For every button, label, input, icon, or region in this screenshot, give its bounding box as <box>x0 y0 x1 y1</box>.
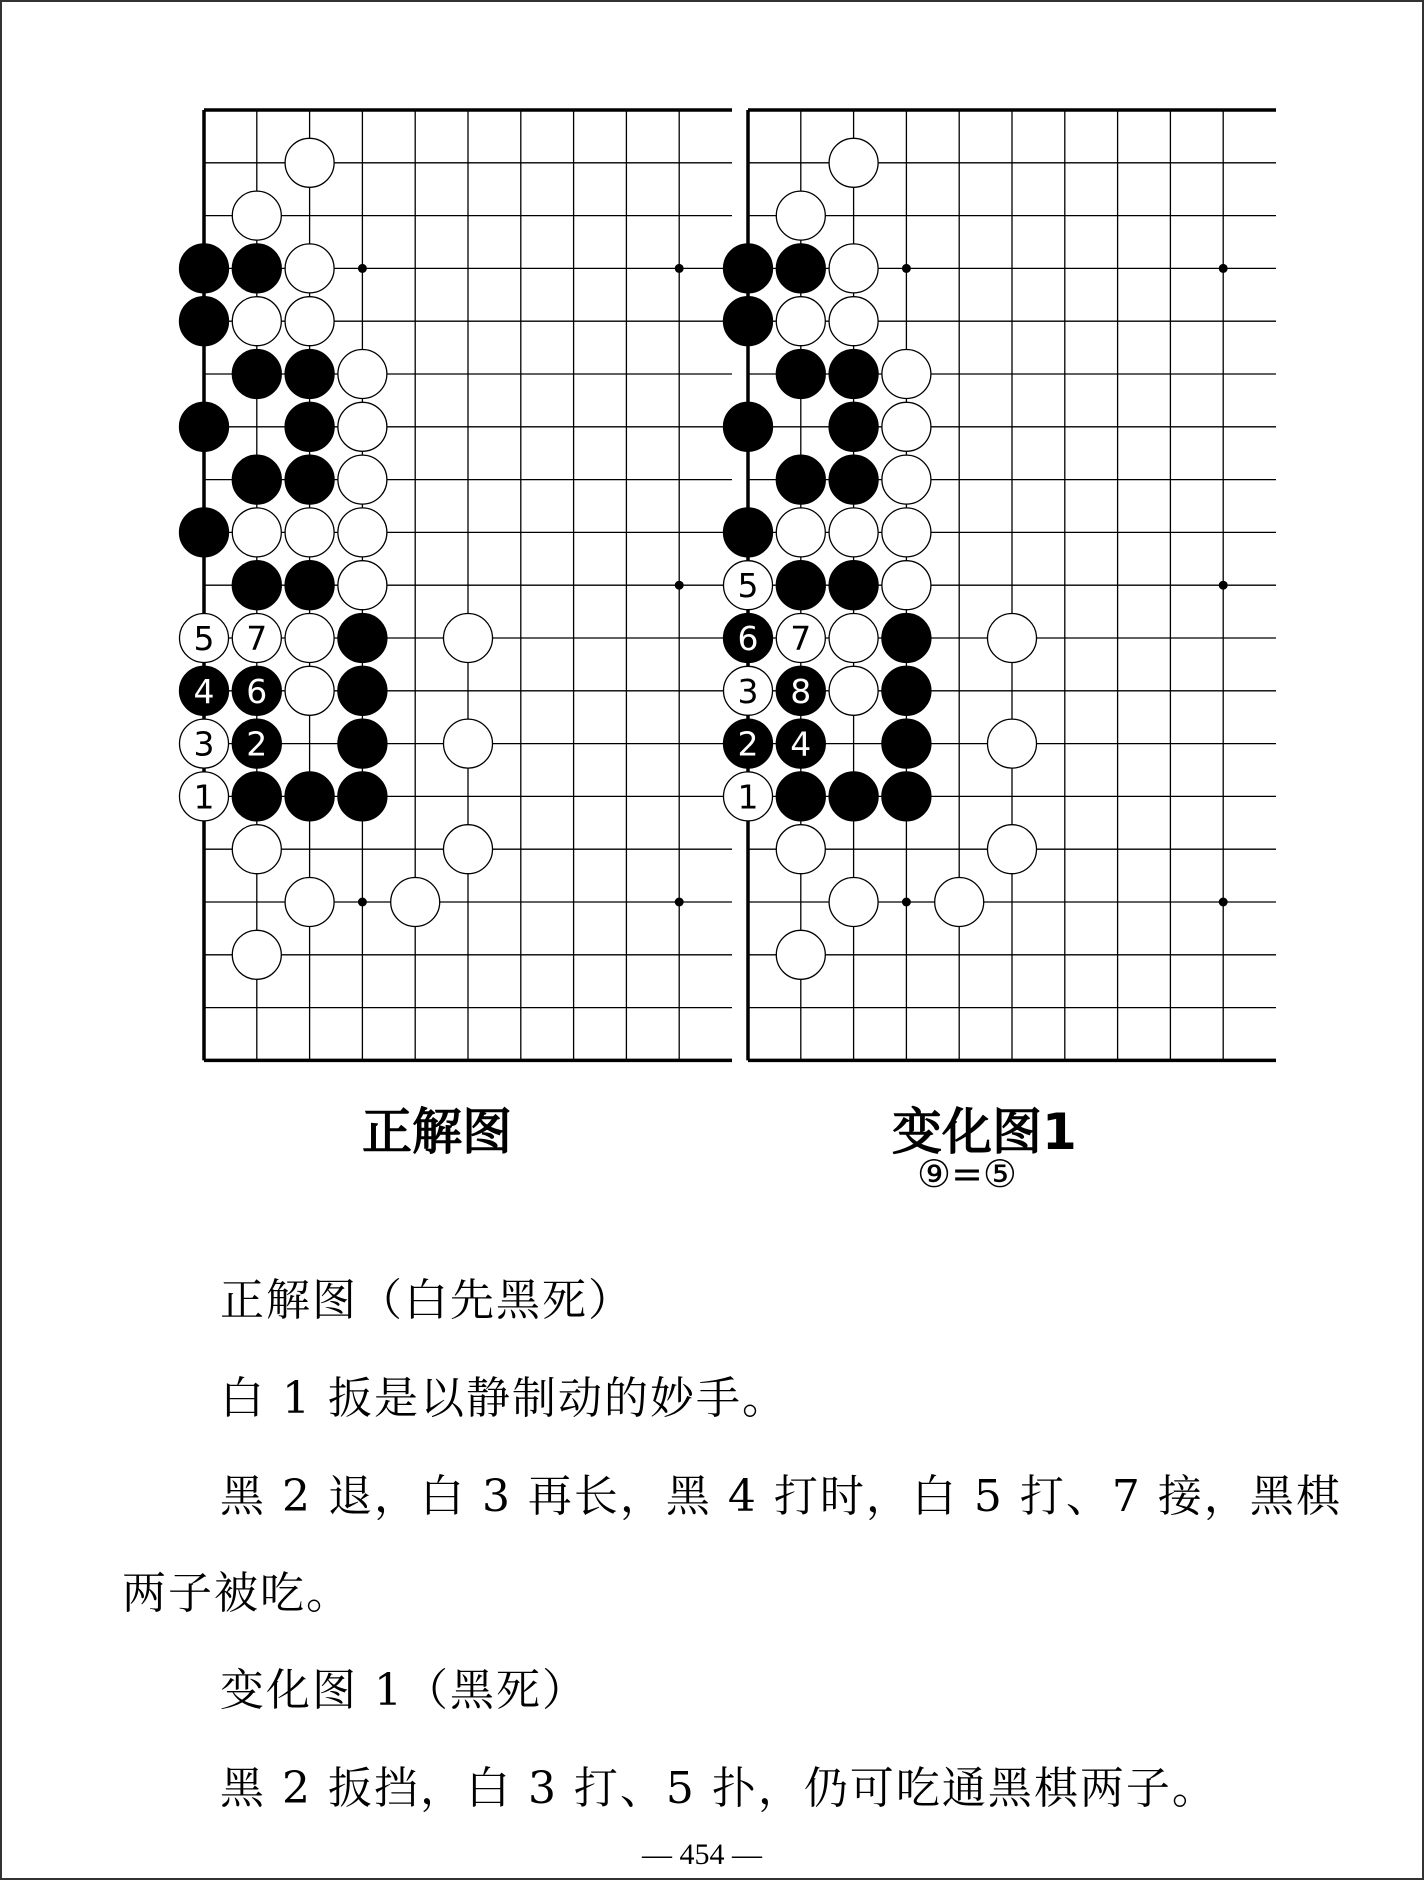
white-stone <box>232 191 281 240</box>
star-point <box>358 898 367 907</box>
white-stone <box>935 878 984 927</box>
diagram-caption-solution: 正解图 <box>362 1103 512 1161</box>
black-stone <box>882 719 931 768</box>
black-stone <box>829 350 878 399</box>
black-stone <box>724 297 773 346</box>
black-stone <box>285 402 334 451</box>
white-stone <box>391 878 440 927</box>
move-number: 2 <box>246 724 268 764</box>
black-stone <box>776 455 825 504</box>
paragraph-variation-sequence: 黑 2 扳挡，白 3 打、5 扑，仍可吃通黑棋两子。 <box>220 1763 1218 1814</box>
black-stone <box>829 455 878 504</box>
white-stone <box>232 825 281 874</box>
move-number: 5 <box>193 619 215 658</box>
black-stone <box>180 297 229 346</box>
black-stone <box>285 350 334 399</box>
black-stone <box>724 402 773 451</box>
white-stone <box>444 825 493 874</box>
white-stone <box>988 719 1037 768</box>
white-stone <box>882 402 931 451</box>
white-stone <box>776 930 825 979</box>
paragraph-variation-heading: 变化图 1（黑死） <box>220 1665 588 1716</box>
white-stone <box>882 350 931 399</box>
star-point <box>675 898 684 907</box>
black-stone <box>338 614 387 663</box>
paragraph-solution-sequence: 黑 2 退，白 3 再长，黑 4 打时，白 5 打、7 接，黑棋 <box>220 1471 1342 1522</box>
black-stone <box>338 719 387 768</box>
move-number: 8 <box>790 671 812 711</box>
white-stone <box>829 138 878 187</box>
white-stone <box>444 719 493 768</box>
black-stone <box>285 455 334 504</box>
black-stone <box>882 666 931 715</box>
white-stone <box>338 350 387 399</box>
white-stone <box>882 561 931 610</box>
white-stone <box>285 297 334 346</box>
paragraph-solution-sequence-cont: 两子被吃。 <box>122 1568 352 1619</box>
diagram-variation-note: ⑨=⑤ <box>917 1152 1017 1196</box>
white-stone <box>882 455 931 504</box>
black-stone <box>285 772 334 821</box>
white-stone <box>338 508 387 557</box>
white-stone <box>285 508 334 557</box>
star-point <box>1219 898 1228 907</box>
black-stone <box>776 561 825 610</box>
black-stone <box>180 402 229 451</box>
white-stone <box>338 402 387 451</box>
black-stone <box>180 508 229 557</box>
move-number: 6 <box>246 671 268 711</box>
white-stone <box>829 297 878 346</box>
page-number: — 454 — <box>642 1838 762 1871</box>
black-stone <box>232 244 281 293</box>
move-number: 7 <box>790 619 812 658</box>
star-point <box>675 264 684 273</box>
move-number: 4 <box>193 671 215 711</box>
star-point <box>1219 264 1228 273</box>
white-stone <box>232 508 281 557</box>
black-stone <box>232 561 281 610</box>
black-stone <box>285 561 334 610</box>
white-stone <box>285 614 334 663</box>
move-number: 5 <box>737 566 759 606</box>
paragraph-solution-move1: 白 1 扳是以静制动的妙手。 <box>220 1373 788 1424</box>
star-point <box>902 898 911 907</box>
go-board-1 <box>724 110 1277 1060</box>
black-stone <box>776 244 825 293</box>
move-number: 7 <box>246 619 268 658</box>
move-number: 3 <box>193 724 215 764</box>
paragraph-solution-heading: 正解图（白先黑死） <box>220 1275 634 1326</box>
white-stone <box>776 297 825 346</box>
black-stone <box>882 614 931 663</box>
black-stone <box>776 772 825 821</box>
black-stone <box>232 455 281 504</box>
black-stone <box>776 350 825 399</box>
white-stone <box>285 138 334 187</box>
white-stone <box>232 297 281 346</box>
white-stone <box>285 244 334 293</box>
black-stone <box>829 402 878 451</box>
move-number: 2 <box>737 724 759 764</box>
move-number: 3 <box>737 671 759 711</box>
star-point <box>358 264 367 273</box>
white-stone <box>829 614 878 663</box>
black-stone <box>829 772 878 821</box>
black-stone <box>232 772 281 821</box>
white-stone <box>776 191 825 240</box>
white-stone <box>988 614 1037 663</box>
diagram-caption-variation: 变化图1 <box>892 1103 1077 1161</box>
white-stone <box>776 825 825 874</box>
black-stone <box>232 350 281 399</box>
white-stone <box>829 508 878 557</box>
move-number: 1 <box>193 777 215 817</box>
white-stone <box>829 666 878 715</box>
move-number: 4 <box>790 724 812 764</box>
go-board-0 <box>180 110 733 1060</box>
white-stone <box>882 508 931 557</box>
black-stone <box>724 244 773 293</box>
black-stone <box>338 666 387 715</box>
black-stone <box>180 244 229 293</box>
white-stone <box>285 878 334 927</box>
white-stone <box>776 508 825 557</box>
star-point <box>902 264 911 273</box>
white-stone <box>829 244 878 293</box>
black-stone <box>724 508 773 557</box>
white-stone <box>285 666 334 715</box>
star-point <box>1219 581 1228 590</box>
black-stone <box>338 772 387 821</box>
move-number: 1 <box>737 777 759 817</box>
star-point <box>675 581 684 590</box>
white-stone <box>338 561 387 610</box>
white-stone <box>988 825 1037 874</box>
white-stone <box>829 878 878 927</box>
white-stone <box>338 455 387 504</box>
white-stone <box>232 930 281 979</box>
white-stone <box>444 614 493 663</box>
black-stone <box>829 561 878 610</box>
move-number: 6 <box>737 619 759 658</box>
black-stone <box>882 772 931 821</box>
